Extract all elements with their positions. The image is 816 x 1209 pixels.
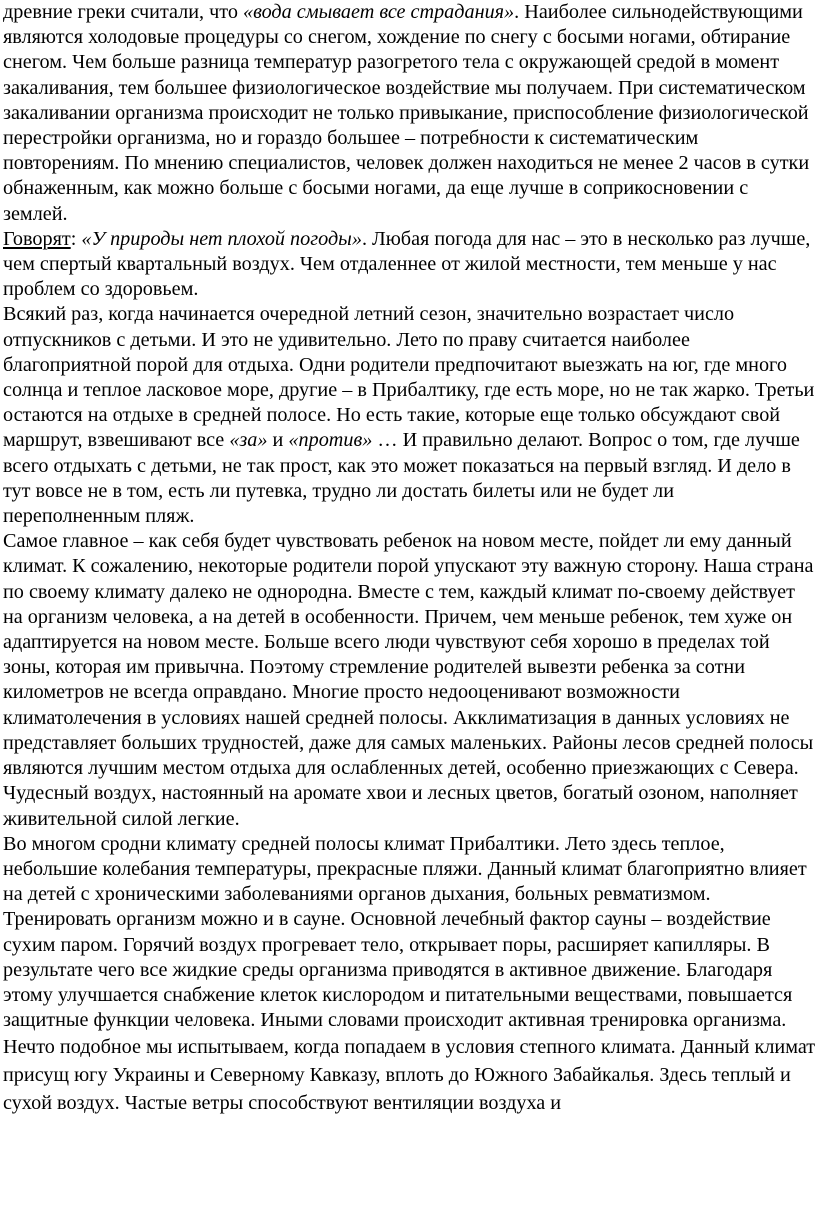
text-run: Нечто подобное мы испытываем, когда попадаем в условия степного климата. Данный климат присущ югу Украины и Северному Кавказу, вплоть до Южного Забайкалья. Здесь теплый и сухой воздух. Частые ветры способствуют вентиляции воздуха и	[3, 1036, 816, 1115]
text-run: Всякий раз, когда начинается очередной летний сезон, значительно возрастает число отпускников с детьми. И это не удивительно. Лето по праву считается наиболее благоприятной порой для отдыха. Одни родители предпочитают выезжать на юг, где много солнца и теплое ласковое море, другие – в Прибалтику, где есть море, но не так жарко. Третьи остаются на отдыхе в средней полосе. Но есть такие, которые еще только обсуждают свой маршрут, взвешивают все	[3, 303, 815, 452]
italic-quote: «за»	[229, 429, 268, 452]
underlined-word: Говорят	[3, 227, 71, 250]
text-run: Во многом сродни климату средней полосы климат Прибалтики. Лето здесь теплое, небольшие колебания температуры, прекрасные пляжи. Данный климат благоприятно влияет на детей с хроническими заболеваниями органов дыхания, больных ревматизмом.	[3, 832, 807, 906]
text-run: . Наиболее сильнодействующими являются холодовые процедуры со снегом, хождение по снегу с босыми ногами, обтирание снегом. Чем больше разница температур разогретого тела с окружающей средой в момент закаливания, тем большее физиологическое воздействие мы получаем. При систематическом закаливании организма происходит не только привыкание, приспособление физиологической перестройки организма, но и гораздо большее – потребности к систематическим повторениям. По мнению специалистов, человек должен находиться не менее 2 часов в сутки обнаженным, как можно больше с босыми ногами, да еще лучше в соприкосновении с землей.	[3, 1, 810, 225]
text-run: Самое главное – как себя будет чувствовать ребенок на новом месте, пойдет ли ему данный климат. К сожалению, некоторые родители порой упускают эту важную сторону. Наша страна по своему климату далеко не однородна. Вместе с тем, каждый климат по-своему действует на организм человека, а на детей в особенности. Причем, чем меньше ребенок, тем хуже он адаптируется на новом месте. Больше всего люди чувствуют себя хорошо в пределах той зоны, которая им привычна. Поэтому стремление родителей вывезти ребенка за сотни километров не всегда оправдано. Многие просто недооценивают возможности климатолечения в условиях нашей средней полосы. Акклиматизация в данных условиях не представляет больших трудностей, даже для самых маленьких. Районы лесов средней полосы являются лучшим местом отдыха для ослабленных детей, особенно приезжающих с Севера. Чудесный воздух, настоянный на аромате хвои и лесных цветов, богатый озоном, наполняет живительной силой легкие.	[3, 530, 814, 830]
paragraph-3	[3, 302, 816, 529]
italic-quote: «вода смывает все страдания»	[243, 1, 515, 23]
text-run: . Любая погода для нас – это в несколько раз лучше, чем спертый квартальный воздух. Чем отдаленнее от жилой местности, тем меньше у нас проблем со здоровьем.	[3, 227, 811, 301]
paragraph-7	[3, 1033, 816, 1117]
paragraph-6	[3, 907, 816, 1033]
italic-quote: «против»	[288, 429, 373, 452]
text-run: :	[70, 227, 82, 250]
italic-quote: «У природы нет плохой погоды»	[81, 227, 362, 250]
paragraph-1	[3, 0, 816, 227]
text-run: … И правильно делают. Вопрос о том, где лучше всего отдыхать с детьми, не так прост, как это может показаться на первый взгляд. И дело в тут вовсе не в том, есть ли путевка, трудно ли достать билеты или не будет ли переполненным пляж.	[3, 429, 800, 528]
paragraph-4	[3, 529, 816, 831]
text-run: древние греки считали, что	[3, 1, 244, 23]
paragraph-2	[3, 227, 816, 303]
text-run: Тренировать организм можно и в сауне. Основной лечебный фактор сауны – воздействие сухим паром. Горячий воздух прогревает тело, открывает поры, расширяет капилляры. В результате чего все жидкие среды организма приводятся в активное движение. Благодаря этому улучшается снабжение клеток кислородом и питательными веществами, повышается защитные функции человека. Иными словами происходит активная тренировка организма.	[3, 908, 793, 1032]
text-run: и	[267, 429, 289, 452]
paragraph-5	[3, 832, 816, 908]
